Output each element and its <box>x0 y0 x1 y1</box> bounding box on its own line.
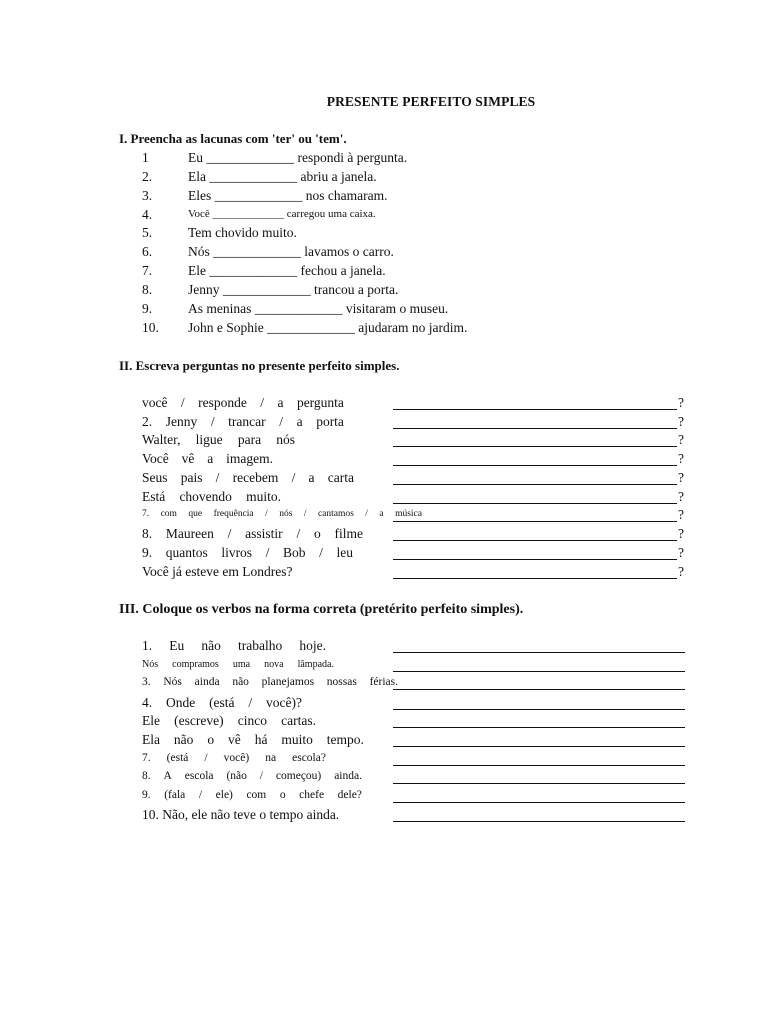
question-mark: ? <box>678 564 684 579</box>
answer-line[interactable] <box>393 709 685 710</box>
answer-line[interactable] <box>393 652 685 653</box>
prompt-word: responde <box>198 395 247 410</box>
item-text: Eles _____________ nos chamaram. <box>188 188 388 203</box>
prompt-word: o <box>313 526 321 541</box>
prompt-text <box>142 395 344 411</box>
prompt-word: frequência <box>213 509 254 519</box>
prompt-word: a <box>277 395 284 410</box>
answer-line[interactable] <box>393 821 685 822</box>
prompt-word: você)? <box>266 695 302 710</box>
prompt-word: música <box>395 509 422 519</box>
prompt-word: nossas <box>326 676 357 688</box>
prompt-word: / <box>215 470 220 485</box>
prompt-text <box>142 432 295 448</box>
prompt-text <box>142 770 362 782</box>
table-row <box>0 657 768 676</box>
table-row <box>0 451 768 470</box>
item-text: John e Sophie _____________ ajudaram no jardim. <box>188 320 468 335</box>
prompt-text <box>142 414 344 430</box>
prompt-word: Jenny <box>165 414 198 429</box>
prompt-word: / <box>265 545 270 560</box>
prompt-word: / <box>319 545 323 560</box>
prompt-word: 2. <box>142 414 153 429</box>
prompt-text <box>142 451 273 467</box>
prompt-text <box>142 545 353 561</box>
answer-line[interactable] <box>393 783 685 784</box>
prompt-word: dele? <box>337 789 362 801</box>
answer-line[interactable] <box>393 671 685 672</box>
answer-line[interactable] <box>393 503 677 504</box>
prompt-word: 7. <box>142 509 150 519</box>
section-1-heading: I. Preencha as lacunas com 'ter' ou 'tem'. <box>119 131 347 146</box>
prompt-word: (está <box>166 752 189 764</box>
question-mark: ? <box>678 489 684 504</box>
prompt-word: ainda. <box>334 770 362 782</box>
prompt-word: ele) <box>215 789 233 801</box>
item-number: 4. <box>142 207 153 222</box>
prompt-word: Seus <box>142 470 168 485</box>
question-mark: ? <box>678 414 684 429</box>
prompt-word: nós <box>276 432 295 447</box>
prompt-word: cantamos <box>317 509 354 519</box>
question-mark: ? <box>678 432 684 447</box>
prompt-word: pais <box>180 470 203 485</box>
prompt-word: assistir <box>245 526 283 541</box>
prompt-word: com <box>246 789 267 801</box>
answer-line[interactable] <box>393 428 677 429</box>
question-mark: ? <box>678 526 684 541</box>
prompt-word: com <box>160 509 177 519</box>
question-mark: ? <box>678 395 684 410</box>
prompt-word: (não <box>226 770 247 782</box>
item-number: 10. <box>142 320 159 335</box>
table-row <box>0 732 768 751</box>
prompt-word: / <box>248 695 253 710</box>
prompt-word: cinco <box>237 713 267 728</box>
answer-line[interactable] <box>393 409 677 410</box>
prompt-word: / <box>198 789 203 801</box>
prompt-word: pergunta <box>296 395 344 410</box>
prompt-word: chovendo <box>179 489 232 504</box>
prompt-word: filme <box>334 526 363 541</box>
table-row <box>0 769 768 788</box>
prompt-word: A <box>163 770 172 782</box>
prompt-word: / <box>291 470 296 485</box>
prompt-word: Você <box>142 451 169 466</box>
prompt-word: 9. <box>142 789 151 801</box>
prompt-word: 8. <box>142 770 151 782</box>
prompt-word: a <box>296 414 303 429</box>
answer-line[interactable] <box>393 484 677 485</box>
table-row <box>0 489 768 508</box>
prompt-word: a <box>379 509 384 519</box>
prompt-word: vê <box>228 732 241 747</box>
prompt-word: não <box>173 732 194 747</box>
prompt-word: / <box>265 509 268 519</box>
prompt-word: muito. <box>246 489 281 504</box>
table-row <box>0 638 768 657</box>
prompt-word: 7. <box>142 752 151 764</box>
table-row <box>0 713 768 732</box>
prompt-word: férias. <box>369 676 398 688</box>
table-row <box>0 695 768 714</box>
prompt-word: leu <box>336 545 353 560</box>
prompt-word: trabalho <box>238 638 283 653</box>
prompt-word: Nós <box>163 676 182 688</box>
item-number: 6. <box>142 244 153 259</box>
item-text: Ela _____________ abriu a janela. <box>188 169 377 184</box>
prompt-word: cartas. <box>281 713 316 728</box>
item-text: Tem chovido muito. <box>188 225 297 240</box>
question-mark: ? <box>678 470 684 485</box>
prompt-word: não <box>232 676 249 688</box>
question-mark: ? <box>678 545 684 560</box>
section-3-heading: III. Coloque os verbos na forma correta (pretérito perfeito simples). <box>119 602 524 617</box>
prompt-word: / <box>180 395 185 410</box>
prompt-word: 4. <box>142 695 153 710</box>
item-number: 2. <box>142 169 153 184</box>
prompt-text <box>142 732 364 748</box>
prompt-word: / <box>279 414 283 429</box>
prompt-word: 8. <box>142 526 153 541</box>
item-text: Ele _____________ fechou a janela. <box>188 263 386 278</box>
prompt-word: / <box>260 395 265 410</box>
answer-line[interactable] <box>393 559 677 560</box>
table-row <box>0 432 768 451</box>
prompt-word: escola <box>184 770 214 782</box>
prompt-word: você <box>142 395 168 410</box>
prompt-word: não <box>201 638 221 653</box>
prompt-word: Onde <box>165 695 196 710</box>
prompt-word: / <box>296 526 301 541</box>
prompt-text <box>142 489 281 505</box>
table-row <box>0 395 768 414</box>
prompt-word: Ele <box>142 713 160 728</box>
prompt-text <box>142 470 354 486</box>
prompt-word: planejamos <box>261 676 315 688</box>
prompt-text <box>142 526 363 542</box>
table-row <box>0 675 768 694</box>
item-number: 5. <box>142 225 153 240</box>
prompt-text <box>142 659 334 670</box>
answer-line[interactable] <box>393 765 685 766</box>
prompt-word: muito <box>281 732 313 747</box>
prompt-word: (escreve) <box>174 713 224 728</box>
prompt-text <box>142 789 362 801</box>
prompt-word: vê <box>181 451 195 466</box>
prompt-word: / <box>204 752 208 764</box>
prompt-word: Ela <box>142 732 160 747</box>
prompt-text <box>142 676 398 688</box>
prompt-word: Eu <box>169 638 185 653</box>
prompt-word: recebem <box>232 470 279 485</box>
prompt-word: livros <box>221 545 253 560</box>
item-number: 7. <box>142 263 153 278</box>
table-row <box>0 470 768 489</box>
answer-line[interactable] <box>393 746 685 747</box>
prompt-text <box>142 564 342 580</box>
prompt-text <box>142 638 326 654</box>
table-row <box>0 507 768 526</box>
prompt-word: escola? <box>292 752 326 764</box>
prompt-word: na <box>265 752 277 764</box>
page-title: PRESENTE PERFEITO SIMPLES <box>326 94 536 109</box>
prompt-word: há <box>254 732 268 747</box>
prompt-word: 10. Não, ele não teve o tempo ainda. <box>142 807 340 822</box>
prompt-word: a <box>308 470 315 485</box>
table-row <box>0 564 768 583</box>
prompt-text <box>142 752 326 764</box>
table-row <box>0 751 768 770</box>
prompt-word: / <box>227 526 232 541</box>
prompt-text <box>142 807 362 823</box>
answer-line[interactable] <box>393 540 677 541</box>
prompt-word: carta <box>327 470 354 485</box>
prompt-word: / <box>303 509 307 519</box>
item-text: Eu _____________ respondi à pergunta. <box>188 150 408 165</box>
table-row <box>0 414 768 433</box>
table-row <box>0 526 768 545</box>
prompt-word: nova <box>264 659 284 670</box>
prompt-word: você) <box>223 752 250 764</box>
prompt-word: quantos <box>165 545 208 560</box>
prompt-word: (fala <box>164 789 186 801</box>
prompt-word: 1. <box>142 638 153 653</box>
prompt-word: (está <box>209 695 235 710</box>
item-number: 8. <box>142 282 153 297</box>
prompt-text <box>142 695 302 711</box>
prompt-word: nós <box>279 509 293 519</box>
prompt-word: Você já esteve em Londres? <box>142 564 293 579</box>
prompt-word: Bob <box>283 545 306 560</box>
prompt-word: chefe <box>299 789 325 801</box>
prompt-word: 3. <box>142 676 151 688</box>
item-number: 3. <box>142 188 153 203</box>
prompt-word: hoje. <box>299 638 326 653</box>
prompt-word: imagem. <box>226 451 273 466</box>
prompt-word: trancar <box>228 414 266 429</box>
prompt-word: Está <box>142 489 166 504</box>
prompt-word: compramos <box>172 659 219 670</box>
table-row <box>0 545 768 564</box>
prompt-word: Walter, <box>142 432 181 447</box>
item-number: 1 <box>142 150 149 165</box>
item-number: 9. <box>142 301 153 316</box>
prompt-word: a <box>207 451 214 466</box>
item-text: Você _____________ carregou uma caixa. <box>188 208 376 220</box>
prompt-word: o <box>279 789 286 801</box>
prompt-word: começou) <box>275 770 322 782</box>
answer-line[interactable] <box>393 578 677 579</box>
question-mark: ? <box>678 507 684 522</box>
table-row <box>0 788 768 807</box>
prompt-word: para <box>237 432 262 447</box>
item-text: Nós _____________ lavamos o carro. <box>188 244 394 259</box>
answer-line[interactable] <box>393 465 677 466</box>
answer-line[interactable] <box>393 802 685 803</box>
prompt-word: lâmpada. <box>297 659 334 670</box>
prompt-word: que <box>188 509 203 519</box>
prompt-word: / <box>210 414 215 429</box>
answer-line[interactable] <box>393 727 685 728</box>
table-row <box>0 807 768 826</box>
answer-line[interactable] <box>393 446 677 447</box>
answer-line[interactable] <box>393 521 677 522</box>
item-text: As meninas _____________ visitaram o museu. <box>188 301 449 316</box>
prompt-word: ainda <box>194 676 220 688</box>
prompt-word: ligue <box>195 432 223 447</box>
prompt-word: 9. <box>142 545 153 560</box>
section-2-heading: II. Escreva perguntas no presente perfeito simples. <box>119 358 400 373</box>
prompt-word: uma <box>232 659 251 670</box>
prompt-word: tempo. <box>326 732 364 747</box>
prompt-word: Nós <box>142 659 159 670</box>
answer-line[interactable] <box>393 689 685 690</box>
prompt-word: o <box>207 732 215 747</box>
prompt-word: Maureen <box>165 526 214 541</box>
item-text: Jenny _____________ trancou a porta. <box>188 282 399 297</box>
prompt-word: porta <box>316 414 344 429</box>
prompt-text <box>142 713 316 729</box>
prompt-word: / <box>365 509 368 519</box>
prompt-word: / <box>259 770 263 782</box>
question-mark: ? <box>678 451 684 466</box>
prompt-text <box>142 509 422 519</box>
